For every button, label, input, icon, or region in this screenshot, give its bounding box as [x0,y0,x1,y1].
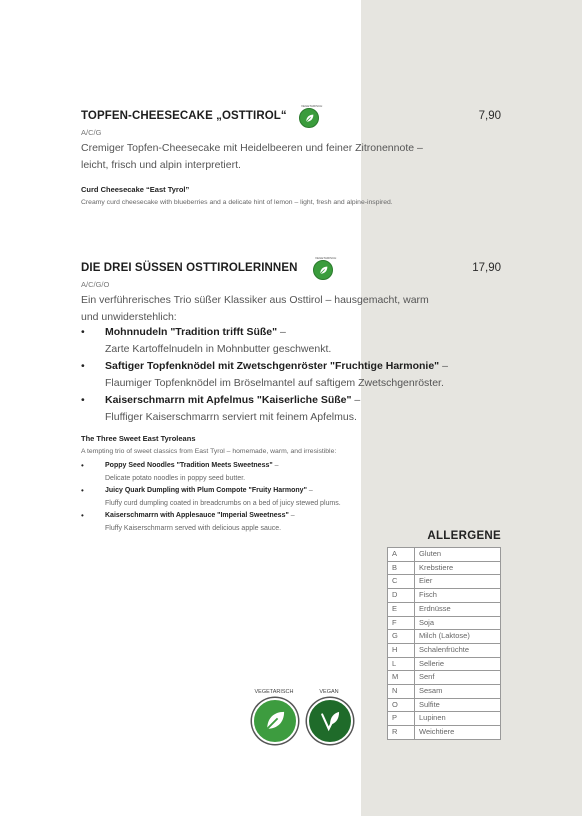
allergen-heading: ALLERGENE [427,530,501,542]
allergen-code: G [388,630,415,644]
menu-item-drei-suessen [81,256,501,542]
legend-vegetarian [251,689,298,744]
table-row [388,561,501,575]
vegetarian-leaf-icon [252,698,298,744]
allergen-name: Krebstiere [415,561,501,575]
table-row [388,643,501,657]
badge-caption: VEGETARISCH [301,104,323,108]
bullet-name: Saftiger Topfenknödel mit Zwetschgenröster "Fruchtige Harmonie" [105,360,440,372]
vegetarian-leaf-icon [313,260,333,280]
bullet-description: Fluffy curd dumpling coated in breadcrumbs on a bed of juicy stewed plums. [105,499,341,507]
allergen-name: Gluten [415,548,501,562]
allergen-name: Sesam [415,685,501,699]
table-row [388,589,501,603]
item-allergen-codes: A/C/G [81,128,102,137]
list-item [81,460,501,485]
bullet-dash: – [280,326,286,338]
legend-vegan [306,689,353,744]
item-price: 7,90 [478,110,501,122]
bullet-dash: – [290,512,295,519]
allergen-code: F [388,616,415,630]
bullet-description: Delicate potato noodles in poppy seed butter. [105,474,246,482]
bullet-dash: – [354,394,361,406]
bullet-name: Poppy Seed Noodles "Tradition Meets Sweetness" [105,462,273,469]
allergen-code: E [388,602,415,616]
item-title: DIE DREI SÜSSEN OSTTIROLERINNEN [81,262,298,274]
allergen-code: N [388,685,415,699]
table-row [388,548,501,562]
bullet-name: Kaiserschmarrn with Applesauce "Imperial Sweetness" [105,512,289,519]
allergen-name: Weichtiere [415,726,501,740]
table-row [388,698,501,712]
allergen-code: M [388,671,415,685]
allergen-name: Sulfite [415,698,501,712]
allergen-name: Milch (Laktose) [415,630,501,644]
item-price: 17,90 [472,262,501,274]
list-item [81,358,501,392]
table-row [388,685,501,699]
allergen-name: Schalenfrüchte [415,643,501,657]
item-description-de: Ein verführerisches Trio süßer Klassiker aus Osttirol – hausgemacht, warm und unwiderstehlich: [81,294,429,323]
bullet-description: Fluffy Kaiserschmarrn served with delicious apple sauce. [105,524,282,532]
allergen-code: D [388,589,415,603]
allergen-code: O [388,698,415,712]
allergen-name: Erdnüsse [415,602,501,616]
item-description-de: Cremiger Topfen-Cheesecake mit Heidelbeeren und feiner Zitronennote – leicht, frisch und alpin interpretiert. [81,142,423,171]
allergen-code: L [388,657,415,671]
legend-label: VEGAN [319,689,339,695]
bullet-dash: – [274,462,279,469]
item-title: TOPFEN-CHEESECAKE „OSTTIROL“ [81,110,287,122]
legend-label: VEGETARISCH [254,689,294,695]
bullet-name: Mohnnudeln "Tradition trifft Süße" [105,326,278,338]
item-allergen-codes: A/C/G/O [81,280,110,289]
bullet-description: Fluffiger Kaiserschmarrn serviert mit feinem Apfelmus. [105,411,357,423]
item-description-en: Creamy curd cheesecake with blueberries and a delicate hint of lemon – light, fresh and alpine-inspired. [81,199,393,206]
allergen-name: Lupinen [415,712,501,726]
table-row [388,671,501,685]
bullet-list-de [81,324,501,426]
allergen-table [387,547,501,740]
allergen-code: A [388,548,415,562]
allergen-name: Fisch [415,589,501,603]
badge-caption: VEGETARISCH [315,256,337,260]
bullet-description: Zarte Kartoffelnudeln in Mohnbutter geschwenkt. [105,343,332,355]
table-row [388,726,501,740]
item-title-en: Curd Cheesecake “East Tyrol” [81,185,190,194]
list-item [81,324,501,358]
allergen-legend [387,530,501,740]
item-description-en: A tempting trio of sweet classics from East Tyrol – homemade, warm, and irresistible: [81,448,337,455]
allergen-code: C [388,575,415,589]
allergen-name: Senf [415,671,501,685]
allergen-name: Eier [415,575,501,589]
table-row [388,657,501,671]
allergen-code: B [388,561,415,575]
allergen-name: Soja [415,616,501,630]
menu-item-cheesecake [81,104,501,220]
table-row [388,712,501,726]
vegan-v-leaf-icon [307,698,353,744]
bullet-description: Flaumiger Topfenknödel im Bröselmantel auf saftigem Zwetschgenröster. [105,377,444,389]
table-row [388,575,501,589]
vegetarian-leaf-icon [299,108,319,128]
table-row [388,616,501,630]
bullet-name: Juicy Quark Dumpling with Plum Compote "Fruity Harmony" [105,487,307,494]
list-item [81,485,501,510]
bullet-dash: – [308,487,313,494]
list-item [81,392,501,426]
allergen-code: P [388,712,415,726]
bullet-dash: – [442,360,448,372]
bullet-name: Kaiserschmarrn mit Apfelmus "Kaiserliche Süße" [105,394,352,406]
bullet-list-en [81,460,501,535]
allergen-code: R [388,726,415,740]
table-row [388,602,501,616]
allergen-name: Sellerie [415,657,501,671]
item-title-en: The Three Sweet East Tyroleans [81,434,196,443]
table-row [388,630,501,644]
allergen-code: H [388,643,415,657]
